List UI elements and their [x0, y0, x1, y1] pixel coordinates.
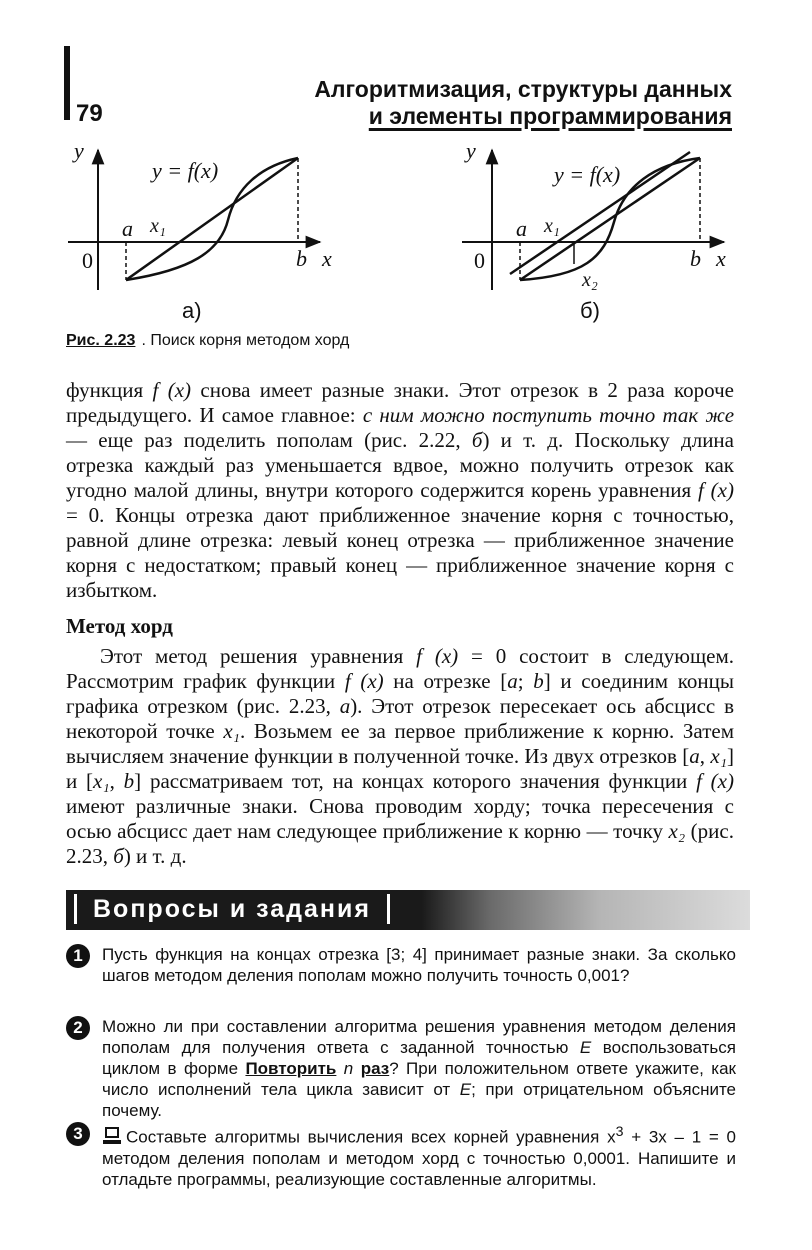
- question-text: Пусть функция на концах отрезка [3; 4] принимает разные знаки. За сколько шагов методом деления пополам можно получить точность 0,001?: [102, 945, 736, 985]
- figure-a-x1-label: x₁: [150, 215, 166, 237]
- fig-ref-letter: б: [471, 428, 483, 452]
- text-run: ] и [: [66, 744, 734, 793]
- figure-b-y-label: y: [466, 140, 476, 163]
- question-text: [102, 1122, 736, 1190]
- text-run: воспользоваться циклом в форме: [102, 1038, 736, 1078]
- question-1: [66, 944, 736, 986]
- figure-a-origin-label: 0: [82, 248, 93, 273]
- var-x1: x₁: [710, 744, 727, 768]
- running-header: [314, 76, 732, 130]
- figure-a-y-label: y: [74, 140, 84, 163]
- section-heading: Метод хорд: [66, 614, 173, 638]
- caption-label: Рис. 2.23: [66, 332, 136, 349]
- formula-fx: f (x): [696, 769, 734, 793]
- figure-a-b-label: b: [296, 246, 307, 271]
- caption-text: . Поиск корня методом хорд: [141, 332, 350, 349]
- figure-b-x1-label: x₁: [544, 215, 560, 237]
- text-run: . Возьмем ее за первое приближение к корню. Затем вычисляем значение функции в полученной точке. Из двух отрезков [: [66, 719, 734, 768]
- text-run: ; при отрицательном объясните почему.: [102, 1080, 737, 1120]
- running-header-line2: и элементы программирования: [368, 103, 732, 129]
- text-run: ) и т. д.: [123, 844, 187, 868]
- text-run: ,: [109, 769, 124, 793]
- figure-b: [454, 140, 764, 300]
- computer-icon: [102, 1126, 122, 1146]
- var-a: a: [689, 744, 700, 768]
- exponent: 3: [615, 1124, 624, 1140]
- var-a: a: [507, 669, 518, 693]
- var-x1: x₁: [223, 719, 240, 743]
- figure-b-x-label: x: [716, 246, 726, 271]
- keyword-repeat: Повторить: [245, 1059, 337, 1078]
- text-run: ) и т. д. Поскольку длина отрезка каждый раз уменьшается вдвое, можно получить отрезок как угодно малой длины, внутри которого содержится корень уравнения: [66, 428, 734, 502]
- text-run: ,: [699, 744, 711, 768]
- keyword-times: раз: [360, 1059, 390, 1078]
- var-e: E: [459, 1080, 472, 1099]
- figure-a-func-label: y = f(x): [152, 158, 219, 183]
- text-run: = 0. Концы отрезка дают приближенное значение корня с точностью, равной длине отрезка: левый конец отрезка — приближенное значение корня с недостатком; правый конец — приближенное значение корня с избытком.: [66, 503, 734, 602]
- formula-fx: f (x): [152, 378, 192, 402]
- margin-bar: [64, 46, 70, 120]
- formula-fx: f (x): [697, 478, 734, 502]
- body-paragraph-1: [66, 378, 734, 603]
- figure-b-b-label: b: [690, 246, 701, 271]
- figure-a-x-label: x: [322, 246, 332, 271]
- formula-fx: f (x): [344, 669, 384, 693]
- var-b: b: [123, 769, 135, 793]
- figure-a: [60, 140, 370, 300]
- question-2: [66, 1016, 736, 1121]
- running-header-line1: Алгоритмизация, структуры данных: [314, 76, 732, 102]
- question-number-badge: 3: [66, 1122, 90, 1146]
- text-run: Можно ли при составлении алгоритма решения уравнения методом деления пополам для получения ответа с заданной точностью: [102, 1017, 736, 1057]
- text-run: ] рассматриваем тот, на концах которого значения функции: [134, 769, 697, 793]
- question-text: [102, 1016, 736, 1121]
- var-x1: x₁: [93, 769, 110, 793]
- formula-fx: f (x): [416, 644, 459, 668]
- text-run: ] и соединим концы графика отрезком (рис. 2.23,: [66, 669, 734, 718]
- var-e: E: [579, 1038, 592, 1057]
- question-number-badge: 1: [66, 944, 90, 968]
- questions-banner: [66, 890, 750, 930]
- fig-ref-letter: а: [339, 694, 351, 718]
- text-run: = 0 состоит в следующем. Рассмотрим график функции: [66, 644, 734, 693]
- text-run: имеют различные знаки. Снова проводим хорду; точка пересечения с осью абсцисс дает нам следующее приближение к корню — точку: [66, 794, 734, 843]
- var-n: n: [336, 1059, 361, 1078]
- figure-caption: [66, 332, 349, 350]
- text-run: Составьте алгоритмы вычисления всех корней уравнения x: [126, 1127, 616, 1147]
- text-run: (рис. 2.23,: [66, 819, 734, 868]
- var-b: b: [533, 669, 544, 693]
- figure-a-panel-label: а): [182, 298, 202, 323]
- question-number-badge: 2: [66, 1016, 90, 1040]
- figure-b-origin-label: 0: [474, 248, 485, 273]
- figure-b-a-label: a: [516, 216, 527, 241]
- figure-b-panel-label: б): [580, 298, 600, 323]
- figure-a-a-label: a: [122, 216, 133, 241]
- text-run: Этот метод решения уравнения: [100, 644, 417, 668]
- figure-b-func-label: y = f(x): [554, 162, 621, 187]
- figure-b-x2-label: x₂: [582, 269, 598, 291]
- text-run: — еще раз поделить пополам (рис. 2.22,: [66, 428, 472, 452]
- text-run: на отрезке [: [383, 669, 508, 693]
- emphasis-text: с ним можно поступить точно так же: [362, 403, 735, 427]
- fig-ref-letter: б: [113, 844, 124, 868]
- text-run: + 3x – 1 = 0 методом деления пополам и методом хорд с точностью 0,0001. Напишите и отладьте программы, реализующие составленные алгоритмы.: [102, 1127, 736, 1189]
- var-x2: x₂: [668, 819, 686, 843]
- question-3: [66, 1122, 736, 1190]
- text-run: снова имеет разные знаки. Этот отрезок в 2 раза короче предыдущего. И самое главное:: [66, 378, 734, 427]
- text-run: ? При положительном ответе укажите, как число исполнений тела цикла зависит от: [102, 1059, 736, 1099]
- questions-banner-title: Вопросы и задания: [74, 894, 390, 924]
- text-run: ;: [517, 669, 534, 693]
- text-run: функция: [66, 378, 153, 402]
- page-number: 79: [76, 100, 103, 127]
- text-run: ). Этот отрезок пересекает ось абсцисс в некоторой точке: [66, 694, 734, 743]
- body-paragraph-2: [66, 644, 734, 869]
